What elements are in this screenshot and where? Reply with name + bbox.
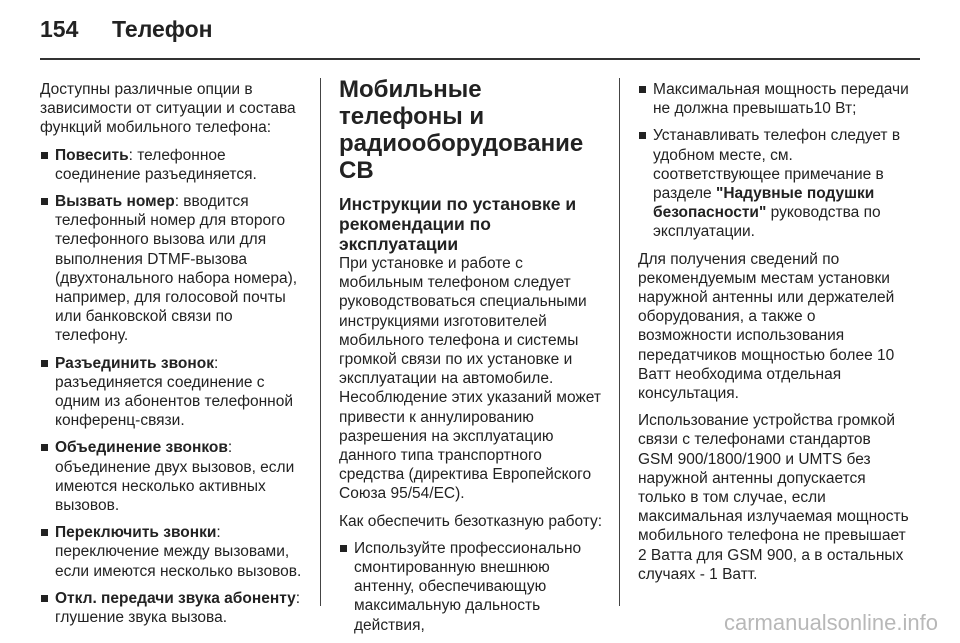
bullet-square-icon (41, 595, 48, 602)
option-description: : переключение между вызовами, если имеются несколько вызовов. (55, 524, 302, 580)
body-paragraph: Для получения сведений по рекомендуемым местам установки наружной антенны или держателей оборудования, а также о возможности использования передатчиков мощностью более 10 Ватт необходима отдельная консультация. (638, 250, 895, 403)
bullet-square-icon (41, 529, 48, 536)
page-header (40, 16, 920, 52)
list-item (40, 146, 308, 184)
option-term: Разъединить звонок (55, 354, 214, 372)
bullet-square-icon (41, 198, 48, 205)
list-item (638, 126, 910, 241)
bullet-square-icon (340, 545, 347, 552)
option-term: Вызвать номер (55, 193, 175, 211)
list-item (40, 523, 308, 581)
list-item-text: Используйте профессионально смонтированную внешнюю антенну, обеспечивающую максимальную дальность действия, (354, 539, 582, 634)
option-description: : вводится телефонный номер для второго телефонного вызова или для выполнения DTMF-вызова (двухтонального набора номера), например, для голосовой почты или банковской связи по телефону. (55, 193, 298, 345)
cross-reference: "Надувные подушки безопасности" (653, 185, 875, 222)
bullet-square-icon (41, 444, 48, 451)
page-title: Телефон (112, 16, 213, 42)
list-item (40, 438, 308, 515)
watermark: carmanualsonline.info (723, 610, 938, 635)
list-item-text: руководства по эксплуатации. (653, 204, 881, 241)
option-term: Откл. передачи звука абоненту (55, 589, 296, 607)
column-divider-2 (619, 78, 620, 606)
bullet-square-icon (639, 132, 646, 139)
option-term: Объединение звонков (55, 439, 228, 457)
bullet-square-icon (41, 152, 48, 159)
list-item-text: Максимальная мощность передачи не должна превышать10 Вт; (653, 81, 909, 118)
list-item (40, 192, 308, 346)
body-paragraph: При установке и работе с мобильным телефоном следует руководствоваться специальными инструкциями изготовителей мобильного телефона и системы громкой связи по их установке и эксплуатации на автомобиле. Несоблюдение этих указаний может привести к аннулированию разрешения на эксплуатацию данного типа транспортного средства (директива Европейского Союза 95/54/EC). (339, 255, 601, 503)
section-heading: Мобильные телефоны и радиооборудование СВ (339, 76, 584, 184)
option-description: : объединение двух вызовов, если имеются несколько активных вызовов. (55, 439, 295, 515)
body-paragraph: Как обеспечить безотказную работу: (339, 512, 603, 530)
body-paragraph: Использование устройства громкой связи с телефонами стандартов GSM 900/1800/1900 и UMTS без наружной антенны допускается только в том случае, если максимальная излучаемая мощность мобильного телефона не превышает 2 Ватта для GSM 900, а в остальных случаях - 1 Ватт. (638, 412, 909, 583)
option-description: : телефонное соединение разъединяется. (55, 146, 257, 183)
list-item (40, 354, 308, 431)
column-divider-1 (320, 78, 321, 606)
page-number: 154 (40, 16, 79, 42)
column-right (638, 80, 910, 592)
option-term: Переключить звонки (55, 524, 217, 542)
list-item (638, 80, 910, 118)
subsection-heading: Инструкции по установке и рекомендации по эксплуатации (339, 194, 577, 254)
list-item-text: Устанавливать телефон следует в удобном месте, см. соответствующее примечание в разделе (653, 127, 901, 203)
bullet-square-icon (41, 360, 48, 367)
bullet-square-icon (639, 86, 646, 93)
list-item (40, 589, 308, 627)
header-divider (40, 58, 920, 60)
list-item (339, 539, 607, 635)
option-description: : глушение звука вызова. (55, 589, 301, 627)
option-description: : разъединяется соединение с одним из абонентов телефонной конференц-связи. (55, 354, 293, 430)
option-term: Повесить (55, 146, 129, 164)
column-left (40, 80, 308, 635)
column-middle (339, 76, 607, 643)
intro-paragraph: Доступны различные опции в зависимости от ситуации и состава функций мобильного телефона: (40, 81, 296, 137)
